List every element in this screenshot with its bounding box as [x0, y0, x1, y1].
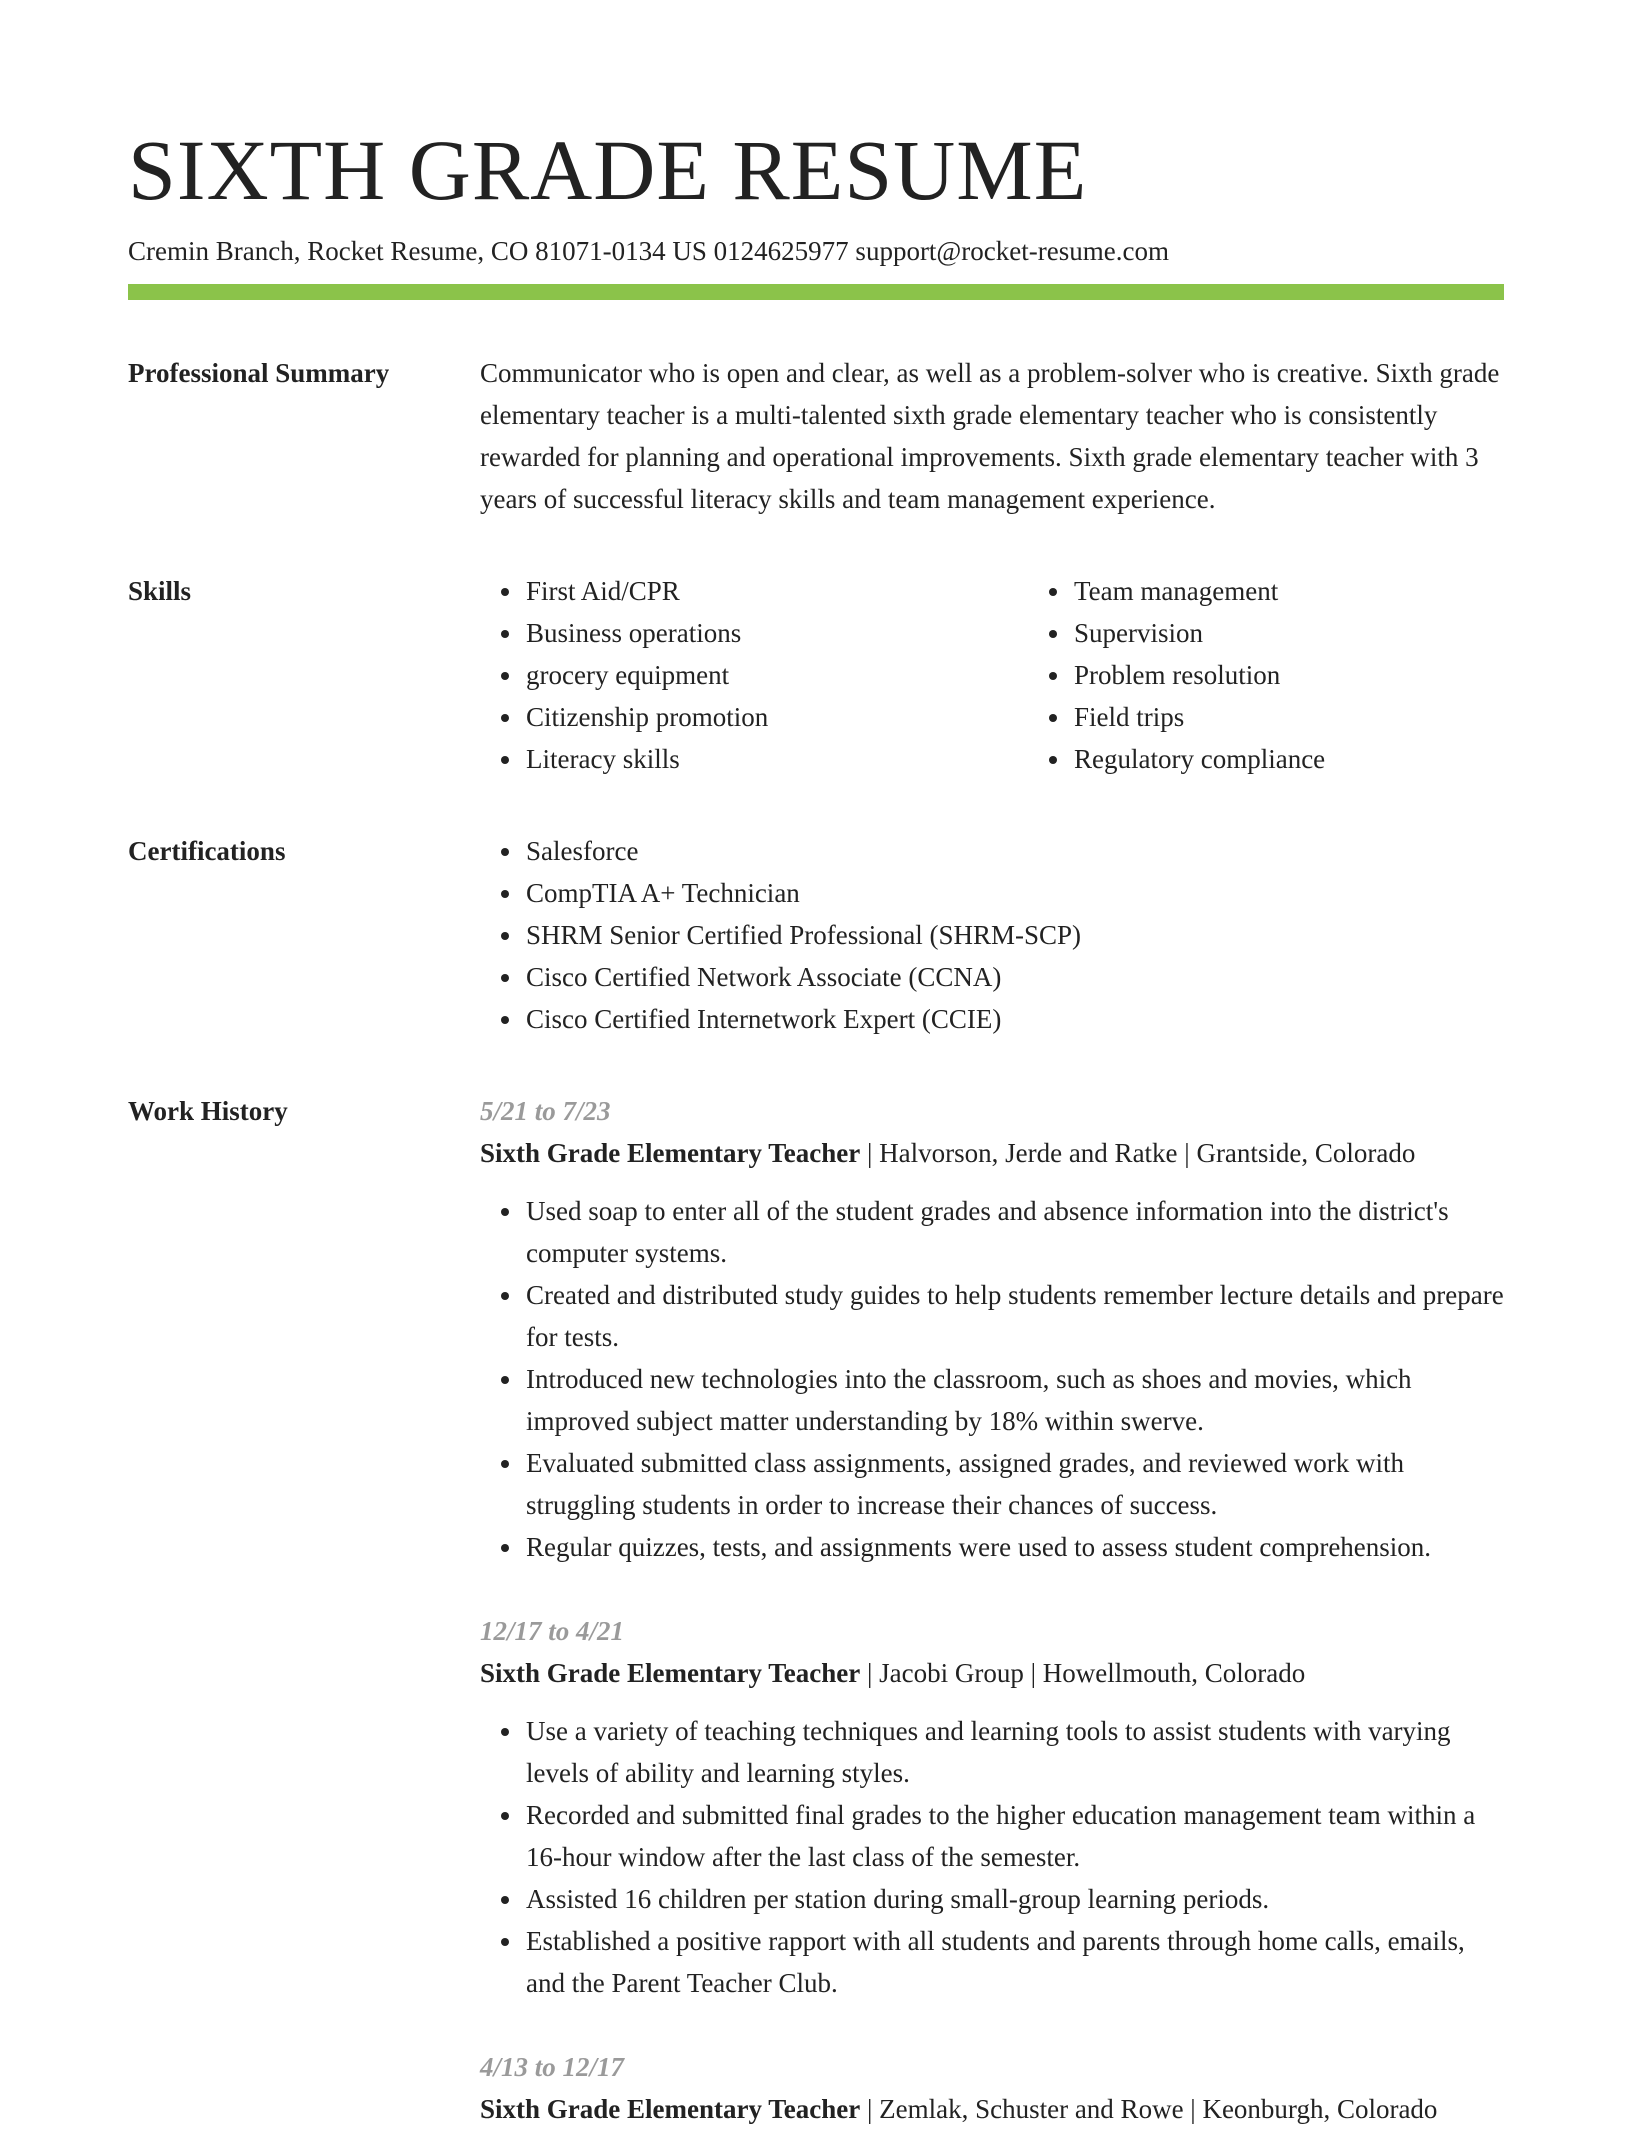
job-bullet: • Evaluated submitted class assignments, assigned grades, and reviewed work with struggling students in order to increase their chances of success. [524, 1442, 1504, 1526]
skill-item: • First Aid/CPR [524, 570, 1028, 612]
skill-item: • Literacy skills [524, 738, 1028, 780]
job-dates: 4/13 to 12/17 [480, 2052, 625, 2082]
job-dates: 5/21 to 7/23 [480, 1096, 611, 1126]
skill-item: • Team management [1072, 570, 1576, 612]
skills-list-right [1028, 570, 1576, 780]
job-employer-location: | Halvorson, Jerde and Ratke | Grantside, Colorado [860, 1138, 1416, 1168]
job-employer-location: | Jacobi Group | Howellmouth, Colorado [860, 1658, 1306, 1688]
work-history-section [128, 1090, 1504, 2130]
job-bullet: • Introduced new technologies into the classroom, such as shoes and movies, which improved subject matter understanding by 18% within swerve. [524, 1358, 1504, 1442]
certification-item: • SHRM Senior Certified Professional (SHRM-SCP) [524, 914, 1504, 956]
job-bullet: • Recorded and submitted final grades to the higher education management team within a 16-hour window after the last class of the semester. [524, 1794, 1504, 1878]
job-heading [480, 1652, 1504, 1694]
job-bullets [480, 1190, 1504, 1568]
job-bullet: • Use a variety of teaching techniques and learning tools to assist students with varying levels of ability and learning styles. [524, 1710, 1504, 1794]
resume-name: SIXTH GRADE RESUME [128, 122, 1088, 218]
job-entry [480, 1090, 1504, 1568]
skills-section [128, 570, 1504, 780]
job-bullet: • Created and distributed study guides to help students remember lecture details and prepare for tests. [524, 1274, 1504, 1358]
job-title: Sixth Grade Elementary Teacher [480, 2094, 861, 2124]
header-divider [128, 284, 1504, 300]
section-heading: Skills [128, 576, 192, 606]
certification-item: • CompTIA A+ Technician [524, 872, 1504, 914]
job-bullet: • Regular quizzes, tests, and assignments were used to assess student comprehension. [524, 1526, 1504, 1568]
job-bullet: • Assisted 16 children per station during small-group learning periods. [524, 1878, 1504, 1920]
certifications-section [128, 830, 1504, 1040]
certification-item: • Cisco Certified Internetwork Expert (CCIE) [524, 998, 1504, 1040]
skill-item: • Supervision [1072, 612, 1576, 654]
skill-item: • Citizenship promotion [524, 696, 1028, 738]
job-heading [480, 1132, 1504, 1174]
skill-item: • grocery equipment [524, 654, 1028, 696]
summary-text: Communicator who is open and clear, as well as a problem-solver who is creative. Sixth grade elementary teacher is a multi-talented sixth grade elementary teacher who is consistently rewarded for planning and operational improvements. Sixth grade elementary teacher with 3 years of successful literacy skills and team management experience. [480, 358, 1500, 514]
section-heading: Professional Summary [128, 358, 390, 388]
job-bullet: • Used soap to enter all of the student grades and absence information into the district's computer systems. [524, 1190, 1504, 1274]
skill-item: • Field trips [1072, 696, 1576, 738]
job-bullet: • Established a positive rapport with all students and parents through home calls, emails, and the Parent Teacher Club. [524, 1920, 1504, 2004]
job-title: Sixth Grade Elementary Teacher [480, 1658, 861, 1688]
skill-item: • Regulatory compliance [1072, 738, 1576, 780]
skill-item: • Problem resolution [1072, 654, 1576, 696]
contact-info: Cremin Branch, Rocket Resume, CO 81071-0134 US 0124625977 support@rocket-resume.com [128, 236, 1169, 266]
job-entry [480, 1610, 1504, 2004]
certification-item: • Salesforce [524, 830, 1504, 872]
professional-summary-section [128, 352, 1504, 520]
section-heading: Certifications [128, 836, 286, 866]
skill-item: • Business operations [524, 612, 1028, 654]
job-entry [480, 2046, 1504, 2130]
job-heading [480, 2088, 1504, 2130]
job-bullets [480, 1710, 1504, 2004]
section-heading: Work History [128, 1096, 288, 1126]
certification-item: • Cisco Certified Network Associate (CCNA) [524, 956, 1504, 998]
resume-page [128, 120, 1504, 2130]
skills-list-left [480, 570, 1028, 780]
job-dates: 12/17 to 4/21 [480, 1616, 625, 1646]
certifications-list [480, 830, 1504, 1040]
job-title: Sixth Grade Elementary Teacher [480, 1138, 861, 1168]
job-employer-location: | Zemlak, Schuster and Rowe | Keonburgh, Colorado [860, 2094, 1438, 2124]
